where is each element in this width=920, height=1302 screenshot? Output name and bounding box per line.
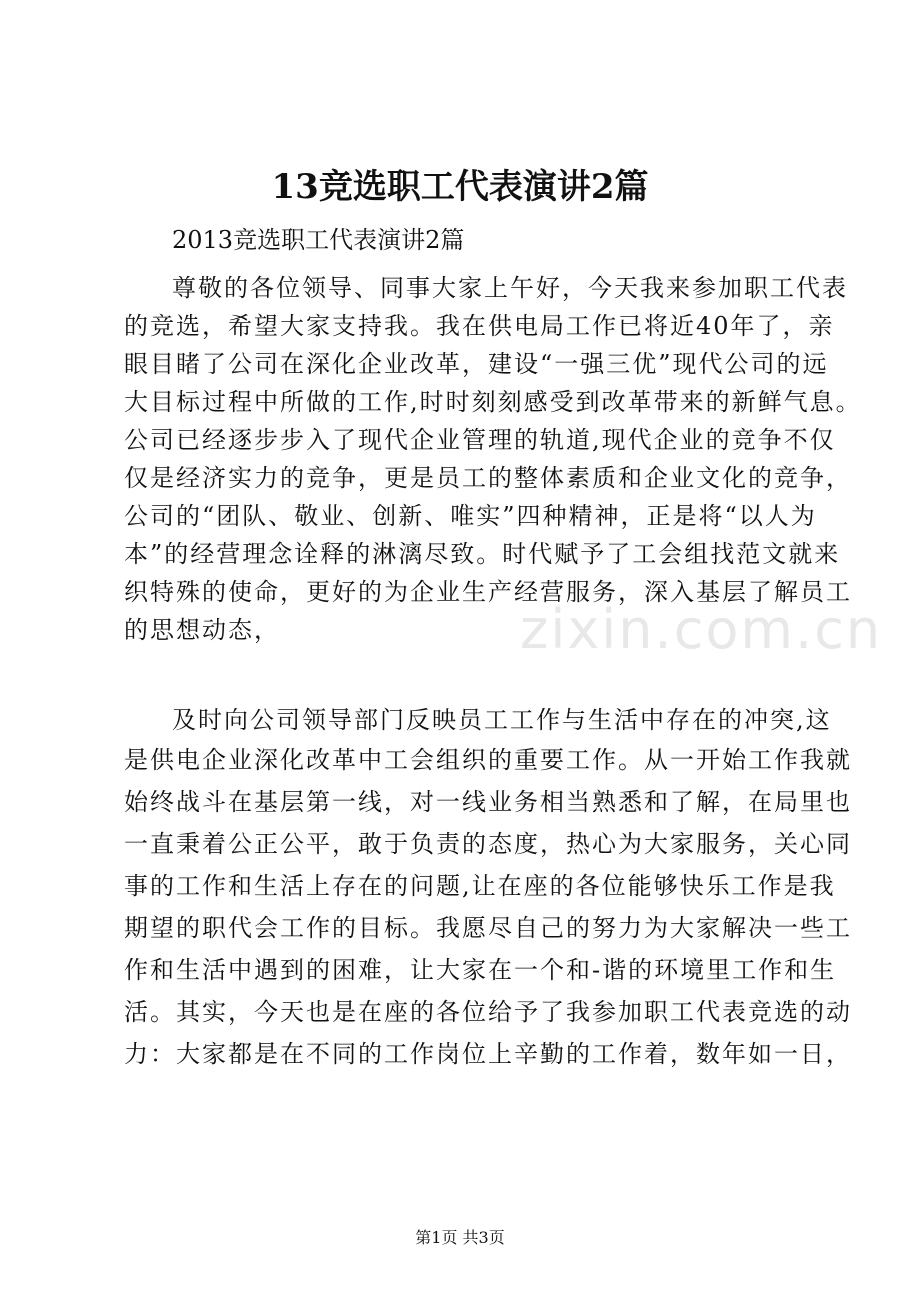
body-line: 本”的经营理念诠释的淋漓尽致。时代赋予了工会组找范文就来 [124, 540, 841, 568]
body-line: 公司的“团队、敬业、创新、唯实”四种精神，正是将“以人为 [124, 502, 817, 530]
body-line: 大目标过程中所做的工作,时时刻刻感受到改革带来的新鲜气息。 [124, 388, 862, 416]
body-line: 力：大家都是在不同的工作岗位上辛勤的工作着，数年如一日， [124, 1040, 852, 1068]
body-line: 一直秉着公正公平，敢于负责的态度，热心为大家服务，关心同 [124, 830, 852, 858]
document-title: 13竞选职工代表演讲2篇 [271, 167, 649, 207]
page-footer: 第1页 共3页 [415, 1228, 505, 1247]
body-line: 公司已经逐步步入了现代企业管理的轨道,现代企业的竞争不仅 [124, 426, 836, 454]
body-line: 及时向公司领导部门反映员工工作与生活中存在的冲突,这 [172, 706, 832, 734]
body-line: 的竞选，希望大家支持我。我在供电局工作已将近40年了，亲 [124, 312, 835, 340]
watermark: zixin.com.cn [520, 598, 883, 661]
body-line: 是供电企业深化改革中工会组织的重要工作。从一开始工作我就 [124, 746, 852, 774]
body-line: 事的工作和生活上存在的问题,让在座的各位能够快乐工作是我 [124, 872, 836, 900]
body-line: 作和生活中遇到的困难，让大家在一个和-谐的环境里工作和生 [124, 956, 837, 984]
body-line: 仅是经济实力的竞争，更是员工的整体素质和企业文化的竞争， [124, 464, 852, 492]
body-line: 尊敬的各位领导、同事大家上午好，今天我来参加职工代表 [172, 274, 848, 302]
body-line: 活。其实，今天也是在座的各位给予了我参加职工代表竞选的动 [124, 998, 852, 1026]
body-line: 始终战斗在基层第一线，对一线业务相当熟悉和了解，在局里也 [124, 788, 852, 816]
body-line: 的思想动态， [124, 616, 280, 644]
body-line: 期望的职代会工作的目标。我愿尽自己的努力为大家解决一些工 [124, 914, 852, 942]
document-subtitle: 2013竞选职工代表演讲2篇 [172, 226, 465, 254]
body-line: 眼目睹了公司在深化企业改革，建设“一强三优”现代公司的远 [124, 350, 829, 378]
body-line: 织特殊的使命，更好的为企业生产经营服务，深入基层了解员工 [124, 578, 852, 606]
